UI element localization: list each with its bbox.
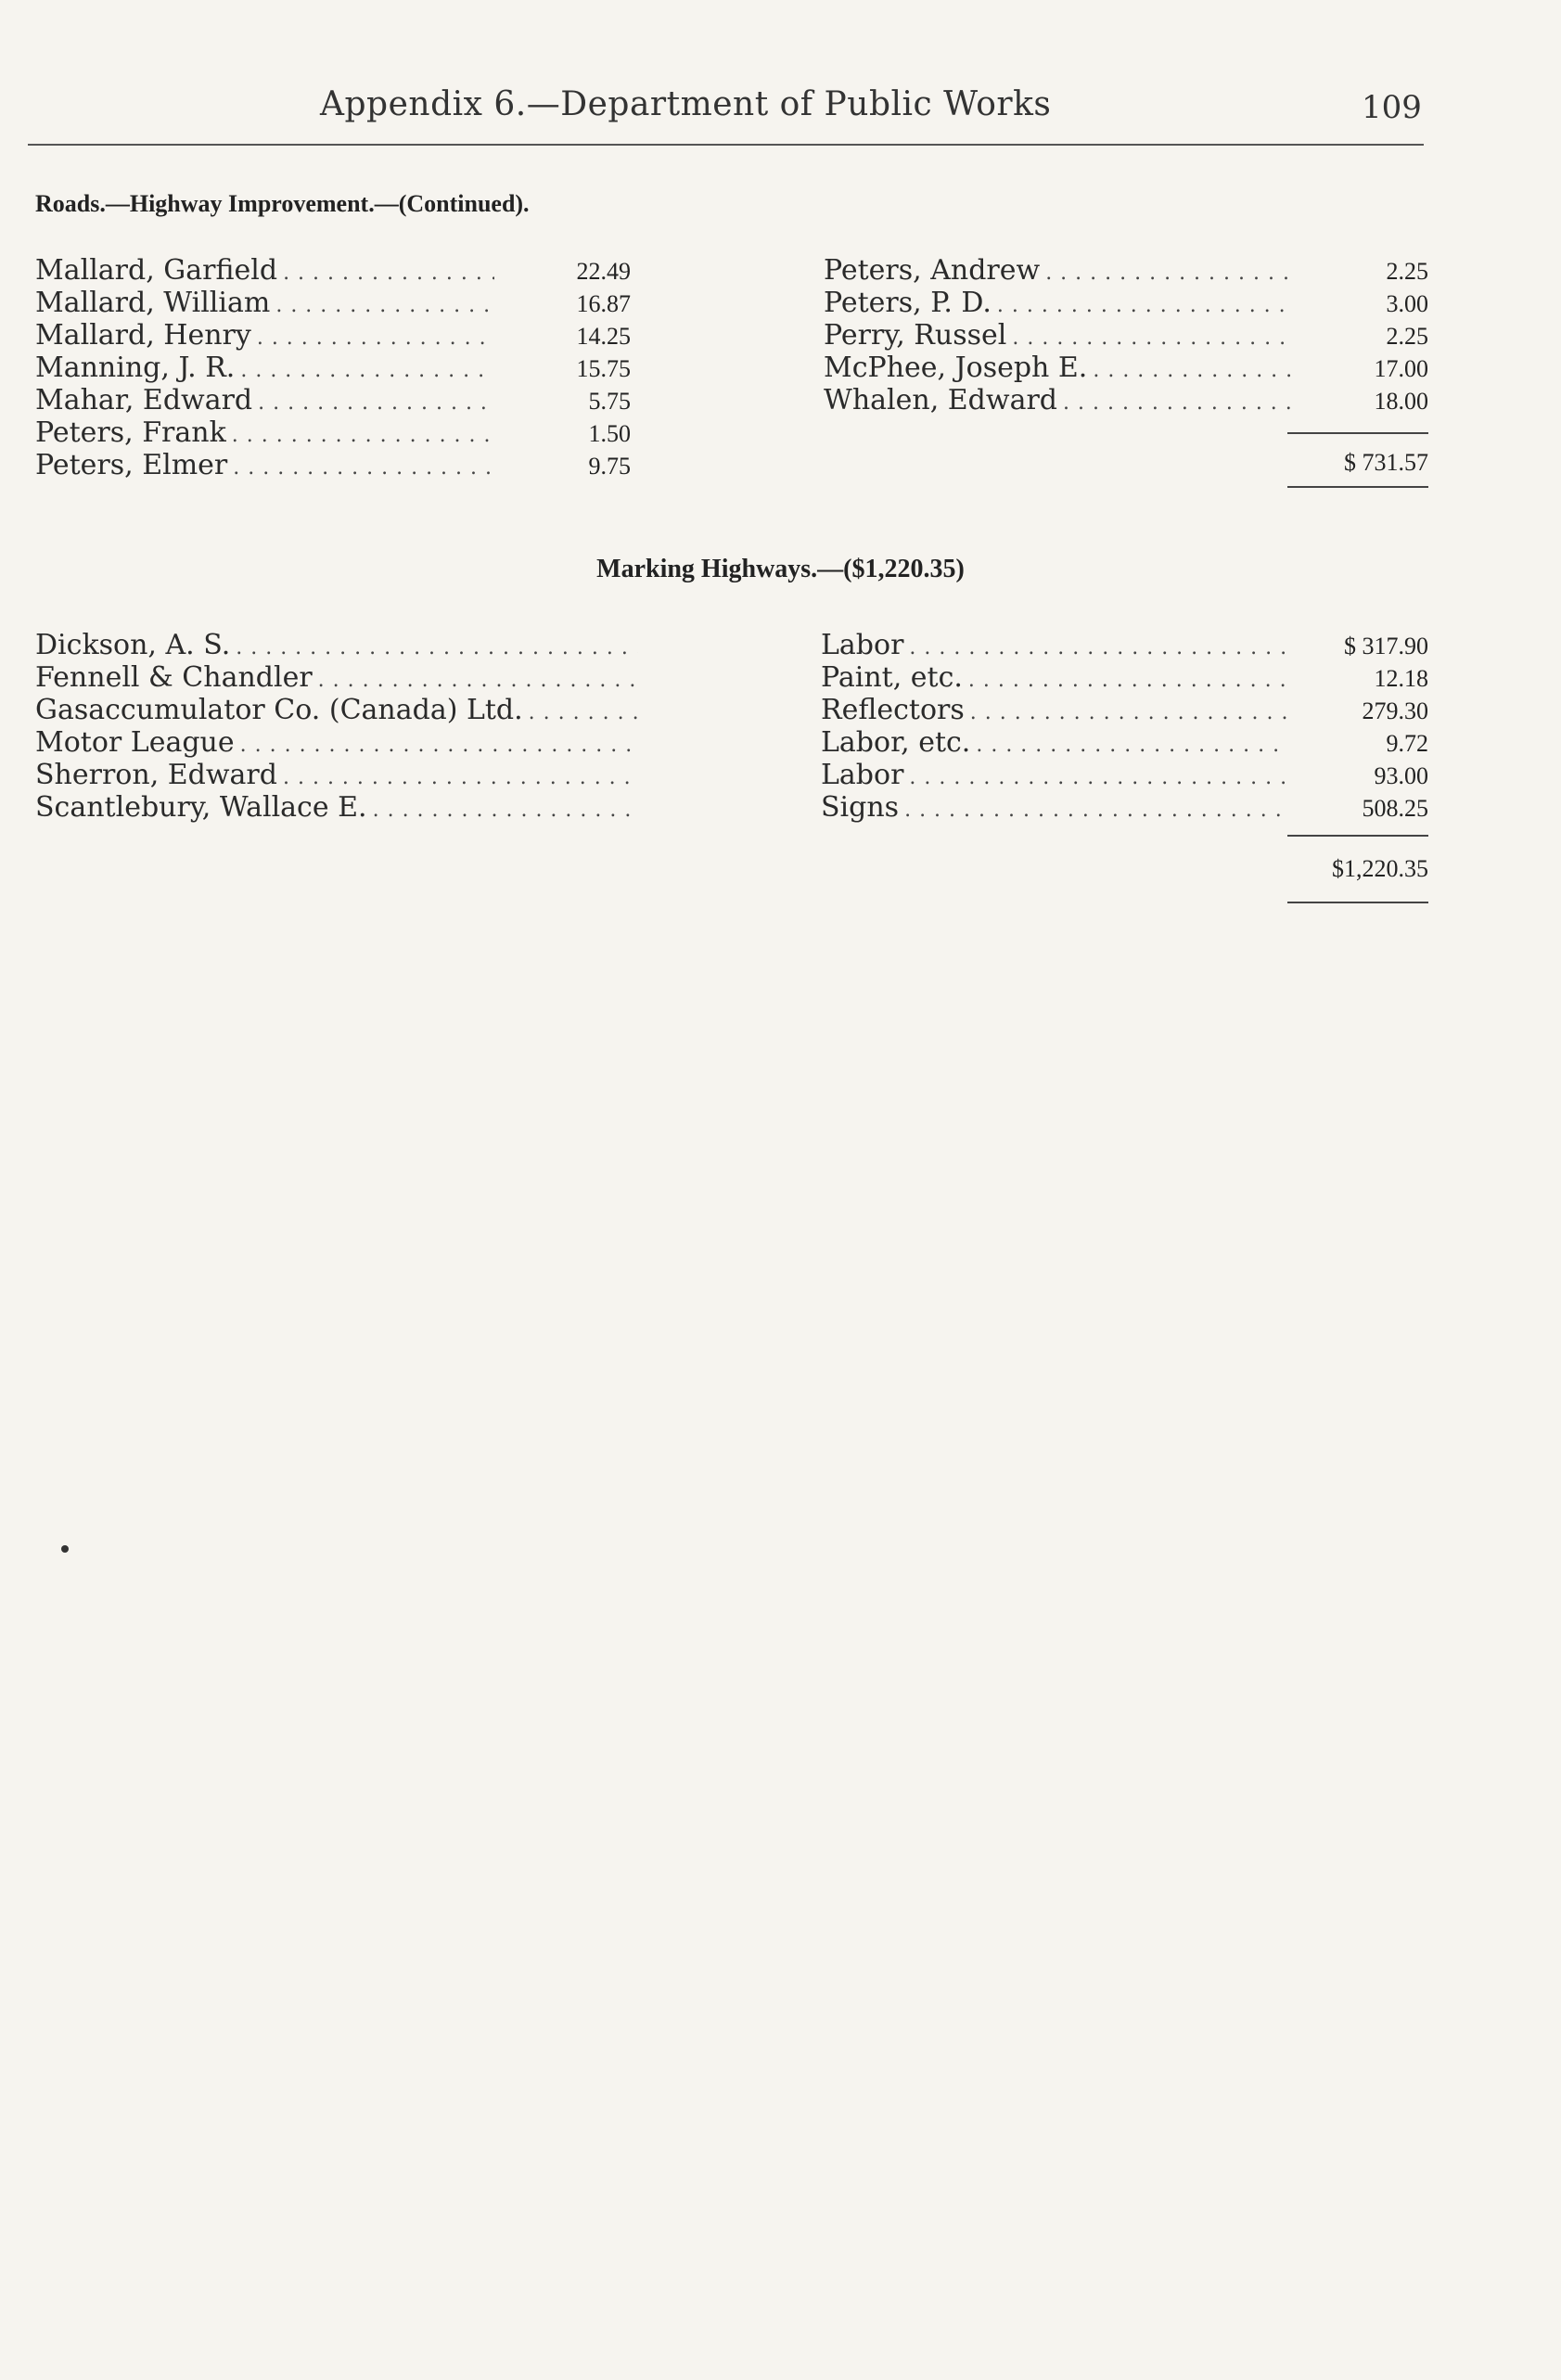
list-item — [821, 661, 1289, 694]
dot-leader — [236, 629, 638, 657]
dot-leader — [1012, 319, 1292, 347]
expense-item: Labor — [821, 629, 904, 661]
payee-name: McPhee, Joseph E. — [824, 352, 1088, 384]
list-item — [35, 287, 494, 319]
dot-leader — [283, 759, 638, 787]
list-item — [35, 384, 494, 416]
section-heading-roads: Roads.—Highway Improvement.—(Continued). — [35, 190, 530, 217]
list-item — [824, 254, 1292, 287]
list-item — [821, 726, 1289, 759]
dot-leader — [1093, 352, 1292, 379]
expense-item: Labor, etc. — [821, 726, 971, 759]
expense-item: Reflectors — [821, 694, 965, 726]
payee-amount: 279.30 — [1362, 697, 1428, 724]
list-item — [35, 319, 494, 352]
dot-leader — [968, 661, 1289, 689]
payee-amount: 15.75 — [576, 355, 631, 382]
roads-total: $ 731.57 — [1344, 449, 1428, 476]
payee-amount: 16.87 — [576, 290, 631, 317]
payee-name: Mallard, Garfield — [35, 254, 278, 287]
payee-name: Manning, J. R. — [35, 352, 236, 384]
list-item — [35, 416, 494, 449]
expense-item: Paint, etc. — [821, 661, 963, 694]
running-title: Appendix 6.—Department of Public Works — [320, 85, 1052, 123]
list-item — [35, 352, 494, 384]
dot-leader — [529, 694, 638, 722]
stray-ink-mark — [61, 1545, 69, 1553]
dot-leader — [258, 384, 494, 412]
dot-leader — [1045, 254, 1292, 282]
payee-amount: 9.72 — [1386, 730, 1428, 757]
dot-leader — [970, 694, 1289, 722]
payee-name: Peters, Elmer — [35, 449, 228, 481]
dot-leader — [318, 661, 638, 689]
payee-name: Dickson, A. S. — [35, 629, 231, 661]
expense-item: Labor — [821, 759, 904, 791]
payee-amount: 9.75 — [588, 453, 631, 480]
list-item — [821, 629, 1289, 661]
dot-leader — [373, 791, 638, 819]
payee-amount: 17.00 — [1374, 355, 1428, 382]
header-rule — [28, 144, 1424, 146]
dot-leader — [909, 759, 1289, 787]
dot-leader — [232, 416, 494, 444]
payee-amount: 1.50 — [588, 420, 631, 447]
dot-leader — [909, 629, 1289, 657]
payee-name: Mallard, William — [35, 287, 271, 319]
payee-name: Sherron, Edward — [35, 759, 277, 791]
dot-leader — [1063, 384, 1292, 412]
dot-leader — [240, 726, 638, 754]
payee-amount: 2.25 — [1386, 258, 1428, 285]
payee-name: Peters, Frank — [35, 416, 226, 449]
payee-name: Mallard, Henry — [35, 319, 251, 352]
payee-amount: $ 317.90 — [1344, 633, 1428, 659]
payee-name: Fennell & Chandler — [35, 661, 313, 694]
dot-leader — [904, 791, 1289, 819]
list-item — [35, 661, 638, 694]
list-item — [824, 319, 1292, 352]
payee-name: Gasaccumulator Co. (Canada) Ltd. — [35, 694, 523, 726]
payee-name: Perry, Russel — [824, 319, 1007, 352]
total-rule — [1287, 835, 1428, 837]
payee-name: Scantlebury, Wallace E. — [35, 791, 367, 824]
dot-leader — [997, 287, 1292, 314]
expense-item: Signs — [821, 791, 900, 824]
total-rule — [1287, 902, 1428, 903]
dot-leader — [257, 319, 494, 347]
dot-leader — [283, 254, 494, 282]
payee-amount: 508.25 — [1362, 795, 1428, 822]
list-item — [35, 759, 638, 791]
total-rule — [1287, 486, 1428, 488]
list-item — [821, 759, 1289, 791]
payee-name: Whalen, Edward — [824, 384, 1057, 416]
payee-name: Peters, P. D. — [824, 287, 992, 319]
payee-amount: 2.25 — [1386, 323, 1428, 350]
list-item — [35, 629, 638, 661]
payee-amount: 14.25 — [576, 323, 631, 350]
dot-leader — [275, 287, 494, 314]
list-item — [821, 694, 1289, 726]
payee-amount: 3.00 — [1386, 290, 1428, 317]
section-heading-marking: Marking Highways.—($1,220.35) — [596, 555, 965, 583]
dot-leader — [233, 449, 494, 477]
payee-amount: 22.49 — [576, 258, 631, 285]
dot-leader — [976, 726, 1289, 754]
list-item — [824, 352, 1292, 384]
page-number: 109 — [1362, 89, 1422, 126]
list-item — [821, 791, 1289, 824]
payee-amount: 12.18 — [1374, 665, 1428, 692]
list-item — [824, 384, 1292, 416]
payee-amount: 5.75 — [588, 388, 631, 415]
list-item — [824, 287, 1292, 319]
list-item — [35, 791, 638, 824]
payee-amount: 93.00 — [1374, 762, 1428, 789]
marking-total: $1,220.35 — [1332, 855, 1428, 882]
dot-leader — [240, 352, 494, 379]
total-rule — [1287, 432, 1428, 434]
list-item — [35, 449, 494, 481]
payee-name: Peters, Andrew — [824, 254, 1041, 287]
payee-name: Mahar, Edward — [35, 384, 253, 416]
list-item — [35, 254, 494, 287]
payee-name: Motor League — [35, 726, 235, 759]
payee-amount: 18.00 — [1374, 388, 1428, 415]
list-item — [35, 726, 638, 759]
list-item — [35, 694, 638, 726]
